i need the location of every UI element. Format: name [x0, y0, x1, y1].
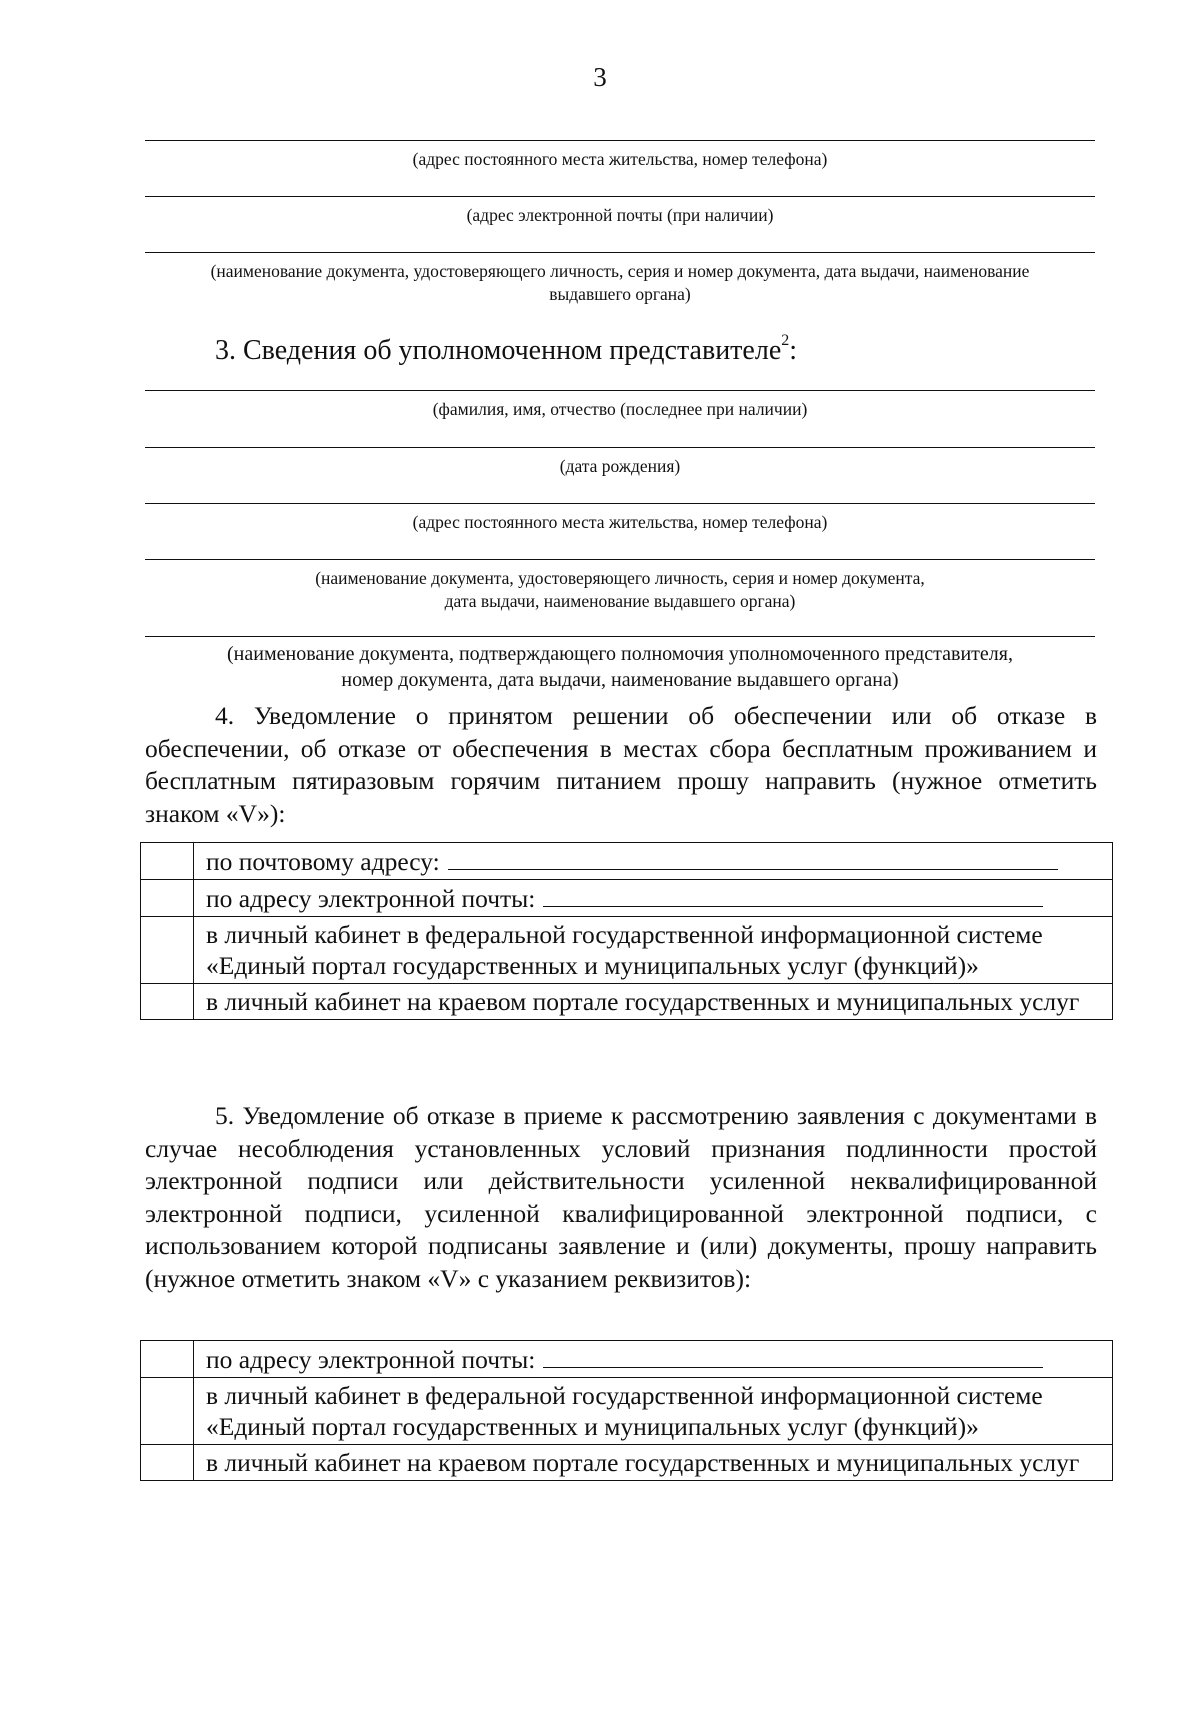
fill-line[interactable] [145, 252, 1095, 253]
option-row [141, 1445, 1113, 1481]
option-row [141, 1341, 1113, 1378]
checkbox-cell[interactable] [141, 1378, 194, 1445]
caption-line-2: номер документа, дата выдачи, наименование выдавшего органа) [341, 669, 899, 691]
option-row [141, 843, 1113, 880]
option-label-cell [194, 843, 1113, 880]
option-row [141, 880, 1113, 917]
option-label: по почтовому адресу: [206, 847, 440, 876]
field-caption: (адрес постоянного места жительства, номер телефона) [412, 149, 828, 169]
footnote-marker: 2 [781, 332, 790, 349]
section-4-paragraph [145, 700, 1097, 830]
applicant-address-field[interactable] [145, 140, 1095, 171]
fill-line[interactable] [145, 390, 1095, 391]
option-label-cell [194, 1341, 1113, 1378]
fill-line[interactable] [145, 503, 1095, 504]
email-blank[interactable] [543, 882, 1043, 907]
option-label-cell: в личный кабинет в федеральной государственной информационной системе «Единый портал государственных и муниципальных услуг (функций)» [194, 1378, 1113, 1445]
checkbox-cell[interactable] [141, 843, 194, 880]
fill-line[interactable] [145, 196, 1095, 197]
option-label: по адресу электронной почты: [206, 1345, 536, 1374]
caption-line-2: дата выдачи, наименование выдавшего органа) [444, 591, 796, 611]
postal-address-blank[interactable] [448, 845, 1058, 870]
section-3-title: 3. Сведения об уполномоченном представителе [215, 335, 782, 366]
caption-line-1: (наименование документа, удостоверяющего личность, серия и номер документа, дата выдачи, наименование [210, 261, 1030, 281]
caption-line-1: (наименование документа, подтверждающего полномочия уполномоченного представителя, [227, 643, 1013, 665]
option-label-cell: в личный кабинет в федеральной государственной информационной системе «Единый портал государственных и муниципальных услуг (функций)» [194, 917, 1113, 984]
section-3-heading [215, 332, 797, 367]
caption-line-1: (наименование документа, удостоверяющего личность, серия и номер документа, [315, 568, 925, 588]
checkbox-cell[interactable] [141, 917, 194, 984]
checkbox-cell[interactable] [141, 984, 194, 1020]
option-label-cell: в личный кабинет на краевом портале государственных и муниципальных услуг [194, 1445, 1113, 1481]
checkbox-cell[interactable] [141, 880, 194, 917]
section-5-text: 5. Уведомление об отказе в приеме к рассмотрению заявления с документами в случае несоблюдения установленных условий признания подлинности простой электронной подписи или действительности усиленной неквалифицированной электронной подписи, усиленной квалифицированной электронной подписи, с использованием которой подписаны заявление и (или) документы, прошу направить (нужное отметить знаком «V» с указанием реквизитов): [145, 1101, 1097, 1293]
option-label-cell [194, 880, 1113, 917]
heading-colon: : [789, 335, 798, 366]
option-row [141, 917, 1113, 984]
fill-line[interactable] [145, 559, 1095, 560]
representative-name-field[interactable] [145, 390, 1095, 421]
field-caption: (адрес постоянного места жительства, номер телефона) [412, 512, 828, 532]
field-caption: (адрес электронной почты (при наличии) [466, 205, 774, 225]
section-5-paragraph [145, 1100, 1097, 1295]
section-4-text: 4. Уведомление о принятом решении об обеспечении или об отказе в обеспечении, об отказе от обеспечения в местах сбора бесплатным проживанием и бесплатным пятиразовым горячим питанием прошу направить (нужное отметить знаком «V»): [145, 701, 1097, 828]
section-4-options-table [140, 842, 1113, 1020]
option-row [141, 984, 1113, 1020]
field-caption [145, 567, 1095, 613]
representative-id-document-field[interactable] [145, 559, 1095, 613]
page-number: 3 [593, 62, 607, 92]
checkbox-cell[interactable] [141, 1341, 194, 1378]
caption-line-2: выдавшего органа) [549, 284, 691, 304]
option-label-cell: в личный кабинет на краевом портале государственных и муниципальных услуг [194, 984, 1113, 1020]
section-5-options-table [140, 1340, 1113, 1481]
fill-line[interactable] [145, 636, 1095, 637]
checkbox-cell[interactable] [141, 1445, 194, 1481]
applicant-email-field[interactable] [145, 196, 1095, 227]
fill-line[interactable] [145, 447, 1095, 448]
applicant-id-document-field[interactable] [145, 252, 1095, 306]
option-row [141, 1378, 1113, 1445]
fill-line[interactable] [145, 140, 1095, 141]
field-caption: (дата рождения) [559, 456, 681, 476]
option-label: по адресу электронной почты: [206, 884, 536, 913]
field-caption [145, 641, 1095, 693]
email-blank[interactable] [543, 1343, 1043, 1368]
representative-birthdate-field[interactable] [145, 447, 1095, 478]
representative-authority-document-field[interactable] [145, 636, 1095, 693]
representative-address-field[interactable] [145, 503, 1095, 534]
field-caption [145, 260, 1095, 306]
field-caption: (фамилия, имя, отчество (последнее при наличии) [432, 399, 808, 419]
